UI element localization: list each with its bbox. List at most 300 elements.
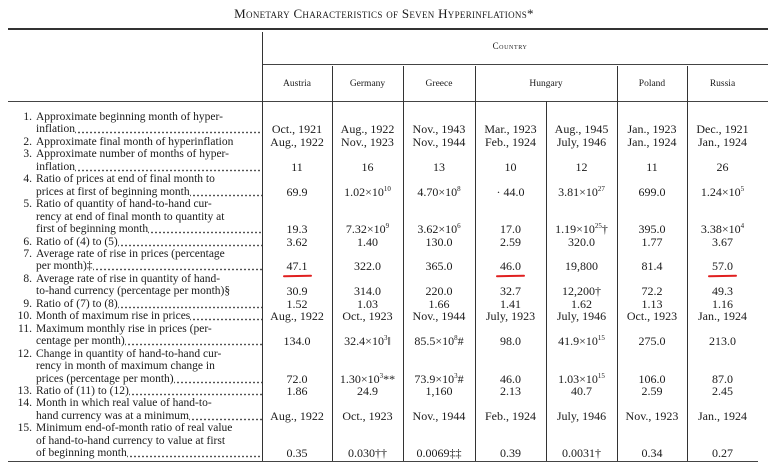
value-cell [546,111,617,136]
value-text: 2.59 [500,234,521,249]
value-cell [403,248,475,273]
value-cell [332,148,403,173]
dot-leader [118,298,262,309]
row-label-text: Change in quantity of hand-to-hand cur- [36,347,222,360]
row-label [8,422,262,459]
value-text: 10 [504,159,517,174]
exponent: 8 [454,334,458,343]
country-header-germany: Germany [349,79,386,89]
row-number: 13. [17,384,32,397]
table-row [8,273,758,298]
value-text: 1.16 [712,296,733,311]
value-text: 0.0031† [562,446,601,461]
row-label [8,148,262,173]
row-label [8,323,262,348]
exponent: 27 [597,184,605,193]
value-group [701,185,744,199]
value-text: 11 [291,159,303,174]
exponent: 4 [740,222,745,231]
row-label-line [8,111,262,123]
value-cell [546,422,617,459]
highlighted-value [287,259,308,273]
row-label-text: Ratio of quantity of hand-to-hand cur- [36,198,212,211]
value-text: Nov., 1943 [412,122,466,137]
row-label-text: Ratio of (4) to (5) [36,235,118,248]
row-label-text: Maximum monthly rise in prices (per- [36,322,212,335]
indent [8,211,36,223]
country-group-header: Country [492,41,528,51]
row-label-line [8,335,262,347]
value-cell [546,397,617,422]
value-text: 32.7 [500,284,521,299]
table-row [8,236,758,248]
value-text: 0.35 [286,446,308,461]
value-group [414,334,463,348]
value-cell [687,198,758,235]
row-label [8,173,262,198]
dot-leader [190,186,262,197]
value-cell [403,422,475,459]
row-label-line [8,223,262,235]
value-cell [546,273,617,298]
value-text: 16 [361,159,374,174]
value-cell [475,136,546,148]
exponent: 10 [383,184,391,193]
value-text: 0.27 [712,446,733,461]
value-cell [332,173,403,198]
value-cell [262,236,332,248]
row-label-text: Month of maximum rise in prices [36,310,191,323]
row-label-line [8,385,262,397]
highlighted-value [500,259,521,273]
value-text: 19.3 [286,222,308,237]
value-text: 220.0 [425,284,453,299]
value-text: Nov., 1923 [625,408,679,423]
value-text: 57.0 [712,259,733,274]
row-label-line [8,348,262,360]
value-text: 12,200† [562,284,601,299]
value-text: 87.0 [712,371,733,386]
row-label [8,385,262,397]
value-cell [262,422,332,459]
row-number: 4. [23,173,32,186]
value-cell [617,236,687,248]
value-text: 0.0069‡‡ [416,446,462,461]
value-text: 365.0 [425,259,453,274]
value-cell [475,198,546,235]
table-row [8,385,758,397]
value-text: 17.0 [500,222,521,237]
value-text: · 44.0 [496,184,525,199]
value-cell [262,348,332,385]
value-text: Feb., 1924 [485,134,536,149]
value-text: Oct., 1923 [342,408,393,423]
value-cell [475,236,546,248]
table-row [8,198,758,235]
value-text: 73.9×10 [414,371,455,386]
value-cell [687,348,758,385]
row-number: 5. [23,198,32,211]
country-header-hungary: Hungary [529,79,563,89]
row-label-line [8,248,262,260]
value-text: Aug., 1922 [340,122,395,137]
value-text: Jan., 1924 [698,309,747,324]
value-text: 69.9 [286,184,308,199]
table-row [8,310,758,322]
row-label [8,348,262,385]
row-label-text: Average rate of rise in prices (percentage [36,247,225,260]
value-group [417,185,460,199]
value-text: 1.24×10 [700,184,741,199]
row-label [8,198,262,235]
value-cell [546,348,617,385]
value-cell [475,422,546,459]
indent [8,186,36,198]
value-cell [546,148,617,173]
row-label-line [8,260,262,272]
row-label-text: prices at first of beginning month [36,185,190,198]
value-cell [475,323,546,348]
value-text: 3.81×10 [558,184,598,199]
row-label-text: Approximate final month of hyperinflation [36,135,234,148]
row-label-line [8,136,262,148]
indent [8,223,36,235]
row-number: 1. [23,111,32,123]
row-label-text: Average rate of rise in quantity of hand- [36,272,221,285]
value-cell [475,111,546,136]
value-group [344,334,391,348]
table-row [8,248,758,273]
value-cell [403,198,475,235]
value-text: 40.7 [571,383,592,398]
row-number: 10. [17,310,32,323]
value-cell [403,136,475,148]
value-text: 24.9 [357,383,378,398]
value-text: 46.0 [500,371,521,386]
value-cell [403,348,475,385]
value-text: 81.4 [641,259,663,274]
value-text: 13 [433,159,445,174]
row-label-text: Ratio of (7) to (8) [36,297,118,310]
value-cell [687,236,758,248]
row-label-line [8,422,262,434]
indent [8,435,36,447]
value-text: 7.32×10 [345,222,386,237]
value-text: 72.2 [641,284,663,299]
value-cell [687,248,758,273]
value-text: 30.9 [286,284,308,299]
row-label-text: Ratio of prices at end of final month to [36,173,215,186]
value-text: 19,800 [565,259,598,274]
value-text: Jan., 1924 [627,134,677,149]
row-number: 7. [23,247,32,260]
table-row [8,397,758,422]
indent [8,410,36,422]
row-label-line [8,285,262,297]
row-label-line [8,435,262,447]
value-cell [546,173,617,198]
row-label-text: Approximate number of months of hyper- [36,148,229,161]
exponent: 5 [740,184,745,193]
dot-leader [125,335,262,346]
value-text: 0.39 [500,446,521,461]
value-cell [475,348,546,385]
row-number: 15. [17,422,32,435]
country-rule [262,64,768,65]
value-cell [403,385,475,397]
row-label [8,248,262,273]
row-number: 9. [23,297,32,310]
value-cell [475,148,546,173]
value-text: 322.0 [354,259,381,274]
exponent: 6 [457,222,461,231]
value-text: 3.62 [286,234,308,249]
value-text: Feb., 1924 [485,408,536,423]
value-text: Oct., 1923 [342,309,393,324]
table-row [8,323,758,348]
value-text: Aug., 1922 [270,408,324,423]
value-text: Nov., 1944 [412,309,466,324]
row-label-text: per month)‡ [36,260,93,273]
value-cell [332,348,403,385]
value-text: 395.0 [638,222,666,237]
value-text: 98.0 [500,334,521,349]
indent [8,161,36,173]
value-cell [687,397,758,422]
table-row [8,136,758,148]
indent [8,260,36,272]
value-cell [546,323,617,348]
value-cell [262,111,332,136]
row-label-line [8,273,262,285]
exponent: 8 [457,184,461,193]
value-text: Aug., 1945 [554,122,609,137]
table-row [8,422,758,459]
row-label-line [8,123,262,135]
dot-leader [127,447,262,458]
row-label [8,298,262,310]
row-label-text: prices (percentage per month) [36,372,174,385]
dot-leader [93,260,262,271]
value-text: Nov., 1923 [341,134,394,149]
indent [8,373,36,385]
row-label-text: Approximate beginning month of hyper- [36,111,223,123]
country-header-austria: Austria [283,79,311,89]
exponent: 15 [597,371,605,380]
row-label-text: inflation [36,160,75,173]
row-label-line [8,310,262,322]
footnote-mark: ‖ [387,334,391,349]
highlighted-value [712,259,733,273]
value-text: 1.52 [286,296,308,311]
row-label [8,273,262,298]
value-cell [403,111,475,136]
table-row [8,111,758,136]
value-cell [475,173,546,198]
value-text: Aug., 1922 [270,134,324,149]
value-text: 26 [716,159,729,174]
value-cell [617,111,687,136]
value-cell [403,323,475,348]
row-label-line [8,186,262,198]
value-cell [332,198,403,235]
value-text: Mar., 1923 [484,122,537,137]
exponent: 25 [594,222,602,231]
dot-leader [189,410,262,421]
dot-leader [148,223,262,234]
value-cell [546,198,617,235]
value-cell [475,310,546,322]
exponent: 3 [454,371,458,380]
row-number: 3. [23,148,32,161]
value-text: Dec., 1921 [696,122,749,137]
value-cell [332,111,403,136]
value-cell [475,248,546,273]
footnote-mark: # [457,334,464,349]
row-label [8,236,262,248]
value-text: Jan., 1923 [627,122,677,137]
value-cell [546,310,617,322]
value-cell [403,310,475,322]
value-text: 1,160 [425,383,453,398]
row-number: 12. [17,347,32,360]
row-label-line [8,298,262,310]
value-text: Oct., 1923 [626,309,678,324]
value-cell [617,310,687,322]
value-text: 2.59 [641,383,663,398]
value-text: Jan., 1924 [698,134,747,149]
value-cell [617,148,687,173]
value-cell [262,323,332,348]
row-label-line [8,323,262,335]
value-cell [687,173,758,198]
value-text: 47.1 [286,259,308,274]
value-text: Nov., 1944 [412,134,466,149]
value-cell [332,323,403,348]
dot-leader [129,385,262,396]
row-label-line [8,236,262,248]
value-cell [617,397,687,422]
dot-leader [174,373,262,384]
value-text: 85.5×10 [414,334,455,349]
value-text: 1.30×10 [339,371,380,386]
value-cell [617,323,687,348]
value-cell [687,385,758,397]
value-cell [403,236,475,248]
indent [8,447,36,459]
value-cell [332,136,403,148]
value-text: July, 1946 [556,134,607,149]
exponent: 3 [379,371,384,380]
value-text: 1.19×10 [555,222,595,237]
value-text: 1.62 [571,296,592,311]
bottom-rule [8,461,758,462]
value-cell [687,422,758,459]
value-cell [332,273,403,298]
value-cell [332,385,403,397]
dot-leader [190,310,262,321]
table-title: Monetary Characteristics of Seven Hyperinflations* [234,6,534,21]
value-text: 134.0 [283,334,311,349]
country-header-russia: Russia [709,79,736,89]
row-number: 11. [18,322,32,335]
value-cell [687,310,758,322]
value-cell [332,236,403,248]
row-label-line [8,410,262,422]
value-text: 213.0 [709,334,736,349]
value-text: 32.4×10 [344,334,384,349]
value-text: July, 1946 [556,408,607,423]
row-label-text: first of beginning month [36,223,149,236]
value-cell [617,273,687,298]
row-label-text: to-hand currency (percentage per month)§ [36,285,231,298]
row-label [8,397,262,422]
value-cell [262,148,332,173]
dot-leader [75,161,262,172]
row-label-text: hand currency was at a minimum [36,409,189,422]
row-label [8,136,262,148]
value-cell [617,248,687,273]
value-cell [546,248,617,273]
value-text: Aug., 1922 [270,309,324,324]
value-cell [687,111,758,136]
indent [8,360,36,372]
value-text: Jan., 1924 [698,408,747,423]
value-text: 46.0 [500,259,521,274]
value-group [344,185,391,199]
row-number: 2. [23,135,32,148]
value-text: 2.45 [712,383,733,398]
value-cell [262,136,332,148]
value-cell [546,385,617,397]
value-text: 1.13 [641,296,663,311]
value-text: 314.0 [354,284,381,299]
row-label-text: inflation [36,123,75,136]
value-text: 1.41 [500,296,521,311]
value-text: 3.67 [712,234,733,249]
indent [8,123,36,135]
row-label [8,111,262,136]
value-cell [403,148,475,173]
row-number: 6. [23,235,32,248]
value-cell [332,310,403,322]
row-number: 8. [23,272,32,285]
footnote-mark: # [457,371,464,386]
row-label-text: centage per month) [36,335,125,348]
value-text: July, 1923 [485,309,536,324]
value-text: 1.03 [357,296,378,311]
value-text: July, 1946 [556,309,607,324]
table-row [8,173,758,198]
row-label-line [8,360,262,372]
table-row [8,148,758,173]
exponent: 15 [597,334,605,343]
value-cell [617,173,687,198]
row-label [8,310,262,322]
value-cell [617,198,687,235]
value-cell [617,348,687,385]
row-label-line [8,447,262,459]
value-text: 1.03×10 [558,371,598,386]
value-text: 2.13 [500,383,521,398]
value-cell [262,248,332,273]
value-cell [332,397,403,422]
value-cell [617,422,687,459]
value-cell [262,173,332,198]
row-label-line [8,161,262,173]
value-cell [617,385,687,397]
dot-leader [118,236,262,247]
